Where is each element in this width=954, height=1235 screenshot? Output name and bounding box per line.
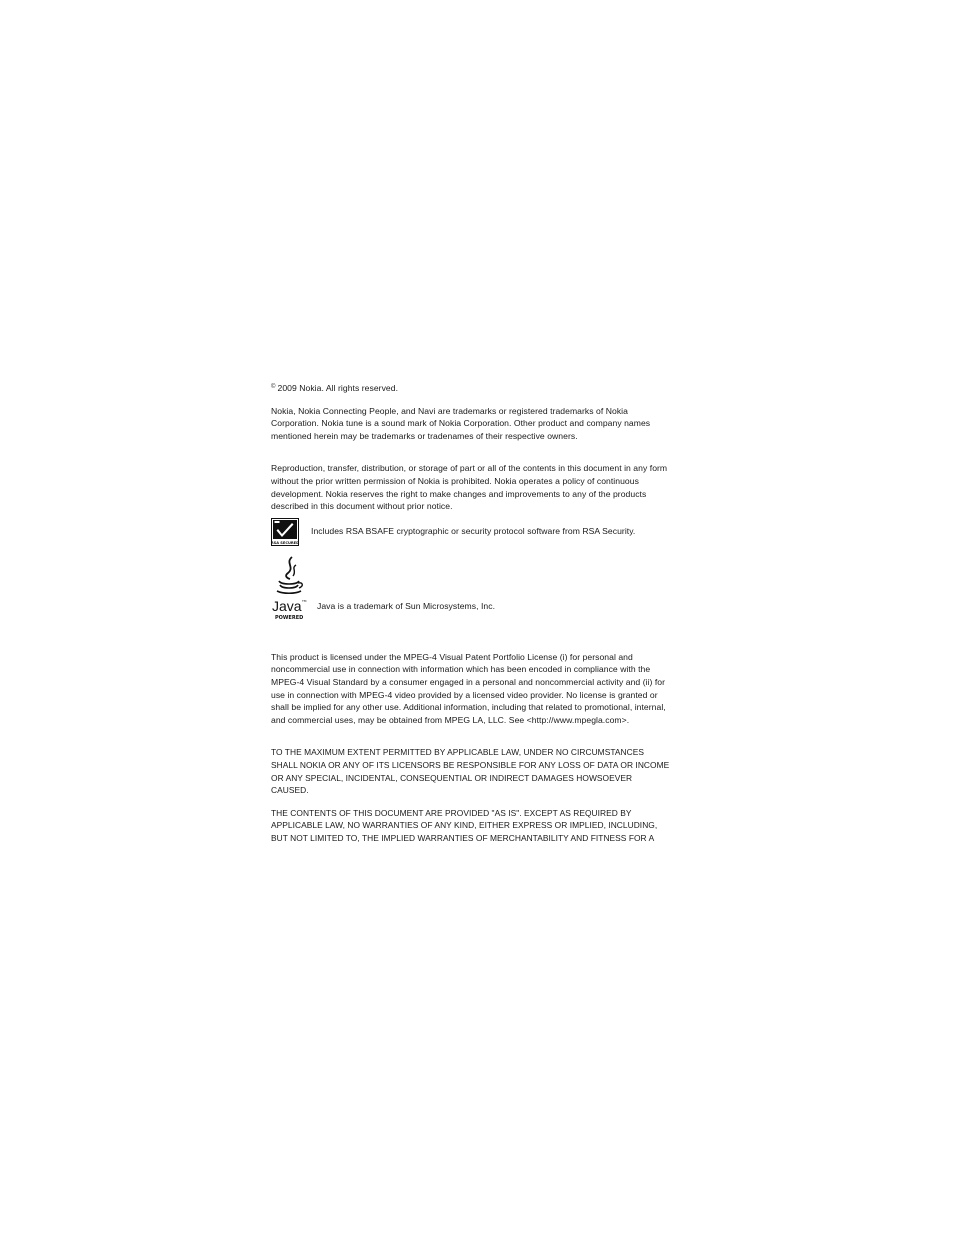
- mpeg-license-paragraph: This product is licensed under the MPEG-4 Visual Patent Portfolio License (i) for personal and noncommercial use in connection with information which has been encoded in compliance with the MPEG-4 Visual Standard by a consumer engaged in a personal and noncommercial activity and (ii) for use in connection with MPEG-4 video provided by a licensed video provider. No license is granted or shall be implied for any other use. Additional information, including that related to promotional, internal, and commercial uses, may be obtained from MPEG LA, LLC. See <http://www.mpegla.com>.: [271, 651, 666, 725]
- warranty-paragraph: THE CONTENTS OF THIS DOCUMENT ARE PROVIDED "AS IS". EXCEPT AS REQUIRED BY APPLICABLE LAW, NO WARRANTIES OF ANY KIND, EITHER EXPRESS OR IMPLIED, INCLUDING, BUT NOT LIMITED TO, THE IMPLIED WARRANTIES OF MERCHANTABILITY AND FITNESS FOR A: [271, 807, 658, 843]
- copyright-line: [271, 381, 671, 395]
- rsa-notice: [271, 517, 671, 547]
- java-wordmark: Java: [272, 597, 302, 614]
- java-tm: TM: [302, 598, 307, 603]
- rsa-secured-checkmark-icon: [271, 518, 299, 546]
- trademarks-paragraph: Nokia, Nokia Connecting People, and Navi are trademarks or registered trademarks of Nokia Corporation. Nokia tune is a sound mark of Nokia Corporation. Other product and company names mentioned herein may be trademarks or tradenames of their respective owners.: [271, 405, 651, 441]
- reproduction-paragraph: Reproduction, transfer, distribution, or storage of part or all of the contents in this document in any form without the prior written permission of Nokia is prohibited. Nokia operates a policy of continuous development. Nokia reserves the right to make changes and improvements to any of the products described in this document without prior notice.: [271, 463, 668, 512]
- java-notice: [271, 555, 671, 629]
- rsa-notice-text: Includes RSA BSAFE cryptographic or security protocol software from RSA Security.: [311, 526, 636, 537]
- java-notice-text: Java is a trademark of Sun Microsystems, Inc.: [317, 601, 496, 612]
- java-powered-label: POWERED: [275, 614, 304, 621]
- copyright-text: 2009 Nokia. All rights reserved.: [277, 383, 399, 393]
- legal-notice-page: [271, 381, 671, 844]
- liability-paragraph: TO THE MAXIMUM EXTENT PERMITTED BY APPLICABLE LAW, UNDER NO CIRCUMSTANCES SHALL NOKIA OR ANY OF ITS LICENSORS BE RESPONSIBLE FOR ANY LOSS OF DATA OR INCOME OR ANY SPECIAL, INCIDENTAL, CONSEQUENTIAL OR INDIRECT DAMAGES HOWSOEVER CAUSED.: [271, 747, 670, 796]
- java-coffee-cup-icon: [271, 555, 309, 625]
- copyright-symbol: ©: [271, 384, 276, 390]
- rsa-wordmark: RSA SECURED: [271, 540, 299, 545]
